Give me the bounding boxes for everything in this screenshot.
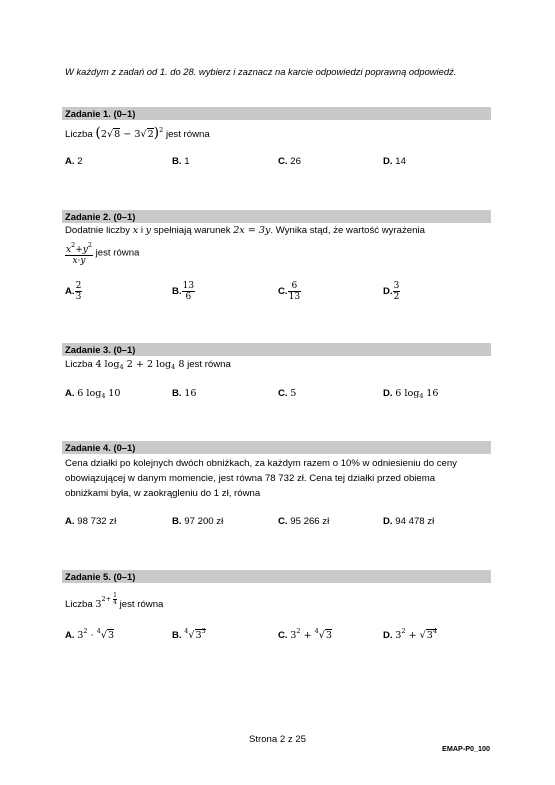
task-1-header: Zadanie 1. (0–1) (62, 107, 491, 120)
task-5-prompt: Liczba $3^{2+ \frac{1}{4}}$ jest równa (65, 591, 164, 610)
exam-code: EMAP-P0_100 (442, 744, 490, 753)
task-3-answer-c[interactable]: C. 5 (278, 388, 297, 399)
task-4-answer-a[interactable]: A. 98 732 zł (65, 516, 117, 527)
task-5-header: Zadanie 5. (0–1) (62, 570, 491, 583)
task-1-prompt: Liczba $(2√8 - 3√2)^2$ jest równa (65, 125, 210, 141)
task-2-answer-c[interactable]: C. $\frac{6}{13}$ (278, 281, 301, 302)
task-2-header: Zadanie 2. (0–1) (62, 210, 491, 223)
task-3-header: Zadanie 3. (0–1) (62, 343, 491, 356)
task-3-prompt: Liczba 4 $\log_4 2 + 2$ $\log_4 8$ jest równa (65, 359, 231, 371)
task-2-answer-b[interactable]: B. $\frac{13}{6}$ (172, 281, 195, 302)
task-1-answer-c[interactable]: C. 26 (278, 156, 301, 167)
task-3-answer-d[interactable]: D. 6 $\log_4 16$ (383, 388, 439, 400)
task-1-expression: $(2√8 - 3√2)^2$ (95, 125, 164, 141)
task-2-prompt-line2: $\frac{x^2+y^2}{x\cdot y}$ jest równa (66, 241, 140, 266)
task-2-answer-d[interactable]: D. $\frac{3}{2}$ (383, 281, 400, 302)
task-4-answer-c[interactable]: C. 95 266 zł (278, 516, 330, 527)
instruction-text: W każdym z zadań od 1. do 28. wybierz i zaznacz na karcie odpowiedzi poprawną odpowiedź. (65, 66, 457, 77)
task-4-prompt-line1: Cena działki po kolejnych dwóch obniżkach, za każdym razem o 10% w odniesieniu do ceny (65, 458, 457, 469)
task-3-answer-a[interactable]: A. 6 $\log_4 10$ (65, 388, 121, 400)
task-2-answer-a[interactable]: A. $\frac{2}{3}$ (65, 281, 82, 302)
task-1-answer-b[interactable]: B. 1 (172, 156, 190, 167)
task-4-prompt-line3: obniżkami była, w zaokrągleniu do 1 zł, równa (65, 488, 261, 499)
page-number: Strona 2 z 25 (248, 734, 307, 745)
task-5-answer-b[interactable]: B. $^4√3^3$ (172, 627, 206, 641)
task-1-answer-a[interactable]: A. 2 (65, 156, 83, 167)
task-2-fraction: $\frac{x^2+y^2}{x\cdot y}$ (66, 241, 92, 266)
task-3-expression: 4 $\log_4 2 + 2$ $\log_4 8$ (95, 359, 185, 371)
task-4-header: Zadanie 4. (0–1) (62, 441, 491, 454)
task-4-prompt-line2: obowiązującej w danym momencie, jest równa 78 732 zł. Cena tej działki przed obiema (65, 473, 436, 484)
task-4-answer-b[interactable]: B. 97 200 zł (172, 516, 224, 527)
task-5-answer-c[interactable]: C. $3^2 + ^4√3$ (278, 627, 333, 641)
task-5-expression: $3^{2+ \frac{1}{4}}$ (95, 591, 117, 610)
task-4-answer-d[interactable]: D. 94 478 zł (383, 516, 435, 527)
task-1-answer-d[interactable]: D. 14 (383, 156, 406, 167)
task-5-answer-a[interactable]: A. $3^2 \cdot ^4√3$ (65, 627, 115, 641)
task-5-answer-d[interactable]: D. $3^2 + √3^4$ (383, 627, 438, 641)
task-3-answer-b[interactable]: B. 16 (172, 388, 197, 399)
task-2-prompt-line1: Dodatnie liczby x i y spełniają warunek 2x = 3y. Wynika stąd, że wartość wyrażenia (65, 225, 425, 236)
